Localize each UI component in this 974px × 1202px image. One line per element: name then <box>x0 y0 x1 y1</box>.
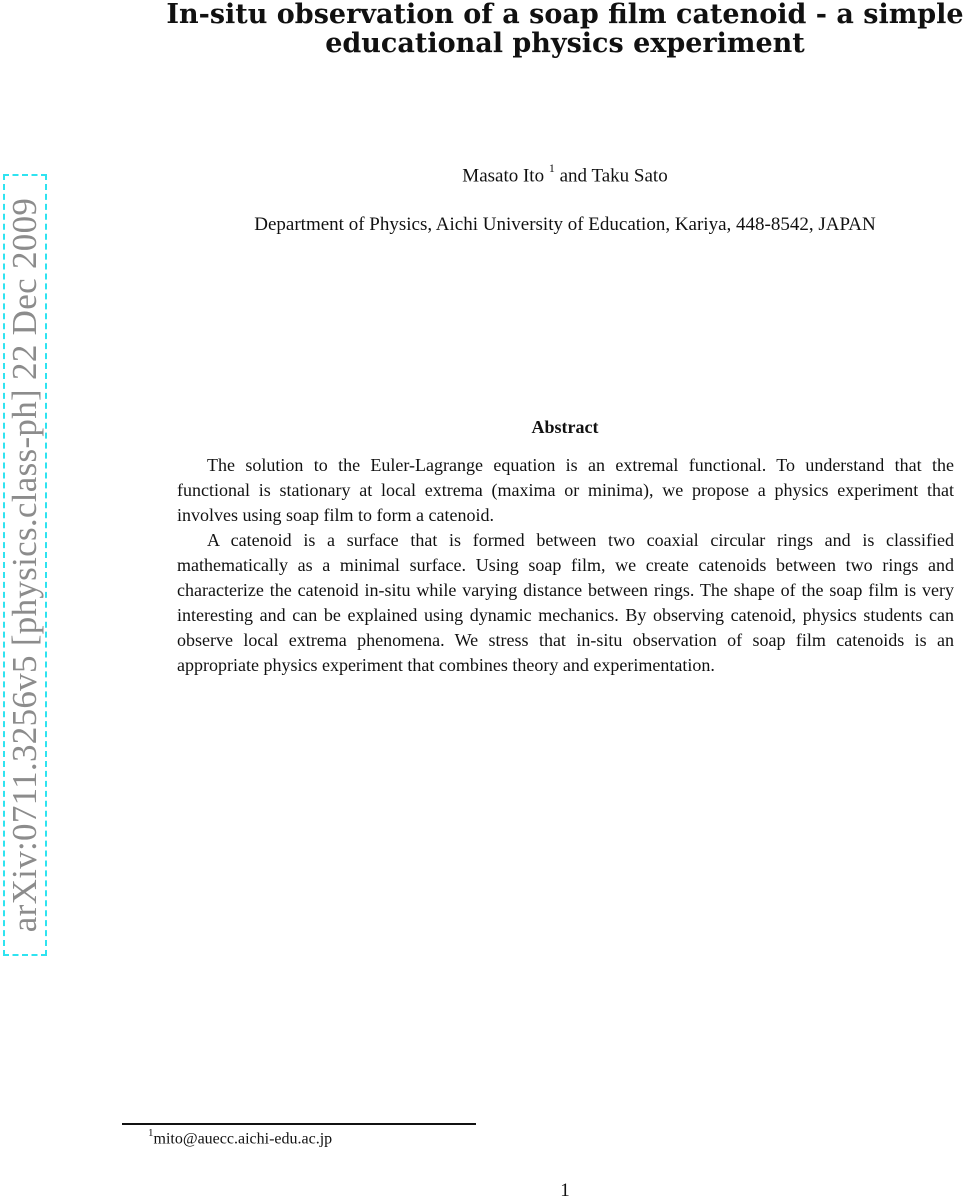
author-conjunction: and <box>559 165 588 187</box>
author-name: Masato Ito <box>462 165 545 187</box>
footnote <box>148 1128 332 1148</box>
title-line-2: educational physics experiment <box>325 28 805 59</box>
affiliation: Department of Physics, Aichi University of Education, Kariya, 448-8542, JAPAN <box>254 214 876 235</box>
author-list <box>130 163 974 187</box>
footnote-mark[interactable]: 1 <box>548 161 555 175</box>
title-line-1: In-situ observation of a soap film catenoid - a simple <box>166 0 964 30</box>
paper-title <box>130 0 974 58</box>
page-number: 1 <box>560 1180 570 1201</box>
abstract-paragraph: A catenoid is a surface that is formed between two coaxial circular rings and is classified mathematically as a minimal surface. Using soap film, we create catenoids between two rings and characterize the catenoid in-situ while varying distance between rings. The shape of the soap film is very interesting and can be explained using dynamic mechanics. By observing catenoid, physics students can observe local extrema phenomena. We stress that in-situ observation of soap film catenoids is an appropriate physics experiment that combines theory and experimentation. <box>177 530 954 675</box>
abstract-heading: Abstract <box>531 417 599 437</box>
abstract-body <box>177 453 954 678</box>
footnote-divider <box>122 1123 476 1125</box>
abstract-paragraph: The solution to the Euler-Lagrange equation is an extremal functional. To understand that the functional is stationary at local extrema (maxima or minima), we propose a physics experiment that involves using soap film to form a catenoid. <box>177 455 954 525</box>
author-name: Taku Sato <box>591 165 668 187</box>
footnote-email[interactable]: mito@auecc.aichi-edu.ac.jp <box>153 1130 333 1148</box>
footnote-number: 1 <box>148 1127 154 1139</box>
arxiv-stamp[interactable]: arXiv:0711.3256v5 [physics.class-ph] 22 Dec 2009 <box>5 197 44 933</box>
